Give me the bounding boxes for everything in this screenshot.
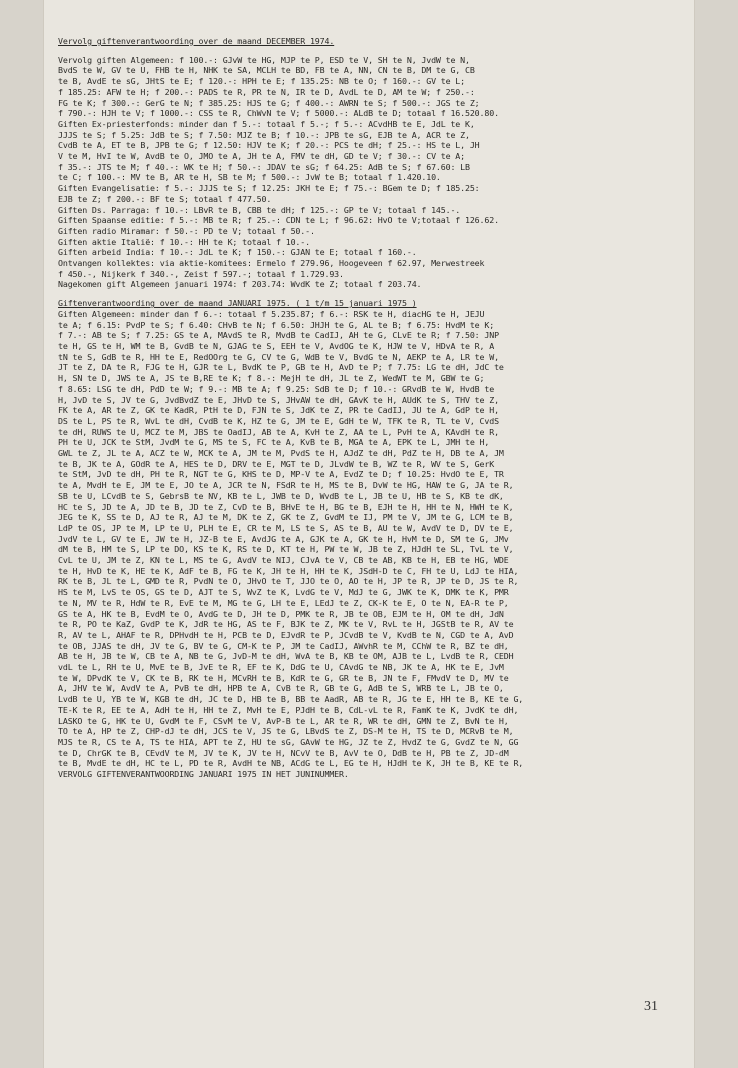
text-line: Giften Evangelisatie: f 5.-: JJJS te S; f 12.25: JKH te E; f 75.-: BGem te D; f 185.25: bbox=[58, 183, 480, 194]
text-line: f 8.65: LSG te dH, PdD te W; f 9.-: MB te A; f 9.25: SdB te D; f 10.-: GRvdB te W, HvdB te bbox=[58, 383, 495, 394]
text-line: f 185.25: AFW te H; f 200.-: PADS te R, PR te N, IR te D, AvdL te D, AM te W; f 250.-: bbox=[58, 86, 475, 97]
text-line: CvL te U, JM te Z, KN te L, MS te G, AvdV te NIJ, CJvA te V, CB te AB, KB te H, EB te HG, WDE bbox=[58, 555, 509, 566]
text-line: te H, HvD te K, HE te K, AdF te B, FG te K, JH te H, HH te K, JSdH-D te C, FH te U, LdJ te HIA, bbox=[58, 565, 519, 576]
text-line: Giften Spaanse editie: f 5.-: MB te R; f 25.-: CDN te L; f 96.62: HvO te V;totaal f 126.62. bbox=[58, 215, 499, 226]
text-line: LvdB te U, YB te W, KGB te dH, JC te D, HB te B, BB te AadR, AB te R, JG te E, HH te B, KE te G, bbox=[58, 694, 524, 705]
text-line: SB te U, LCvdB te S, GebrsB te NV, KB te L, JWB te D, WvdB te L, JB te U, HB te S, KB te dK, bbox=[58, 490, 504, 501]
text-line: Ontvangen kollektes: via aktie-komitees: Ermelo f 279.96, Hoogeveen f 62.97, Merwestreek bbox=[58, 258, 485, 269]
text-line: f 7.-: AB te S; f 7.25: GS te A, MAvdS te R, MvdB te CadIJ, AH te G, CLvE te R; f 7.50: JNP bbox=[58, 330, 499, 341]
text-line: FK te A, AR te Z, GK te KadR, PtH te D, FJN te S, JdK te Z, PR te CadIJ, JU te A, GdP te H, bbox=[58, 405, 499, 416]
text-line: RK te B, JL te L, GMD te R, PvdN te O, JHvO te T, JJO te O, AO te H, JP te R, JP te D, JS te R, bbox=[58, 576, 519, 587]
text-line: te dH, RUWS te U, MCZ te M, JBS te OadIJ, AB te A, KvH te Z, AA te L, PvH te A, KAvdH te R, bbox=[58, 426, 499, 437]
text-line: te W, DPvdK te V, CK te B, RK te H, MCvRH te B, KdR te G, GR te B, JN te F, FMvdV te D, MV te bbox=[58, 672, 509, 683]
text-line: vdL te L, RH te U, MvE te B, JvE te R, EF te K, DdG te U, CAvdG te NB, JK te A, HK te E, JvM bbox=[58, 662, 504, 673]
text-line: te D, ChrGK te B, CEvdV te M, JV te K, JV te H, NCvV te B, AvV te O, DdB te H, PB te Z, JD-dM bbox=[58, 747, 509, 758]
text-line: TE-K te R, EE te A, AdH te H, HH te Z, MvH te E, PJdH te B, CdL-vL te R, FamK te K, JvdK te dH, bbox=[58, 704, 519, 715]
text-line: te C; f 100.-: MV te B, AR te H, SB te M; f 500.-: JvW te B; totaal f 1.420.10. bbox=[58, 172, 441, 183]
text-line: FG te K; f 300.-: GerG te N; f 385.25: HJS te G; f 400.-: AWRN te S; f 500.-: JGS te Z; bbox=[58, 97, 480, 108]
text-line: PH te U, JCK te StM, JvdM te G, MS te S, FC te A, KvB te B, MGA te A, EPK te L, JMH te H, bbox=[58, 437, 490, 448]
text-line: V te M, HvI te W, AvdB te O, JMO te A, JH te A, FMV te dH, GD te V; f 30.-: CV te A; bbox=[58, 151, 465, 162]
document-text bbox=[58, 36, 683, 788]
text-line: A, JHV te W, AvdV te A, PvB te dH, HPB te A, CvB te R, GB te G, AdB te S, WRB te L, JB te O, bbox=[58, 683, 504, 694]
text-line: JEG te K, SS te D, AJ te R, AJ te M, DK te Z, GK te Z, GvdM te IJ, PM te V, JM te G, LCM te B, bbox=[58, 512, 514, 523]
text-line: te OB, JJAS te dH, JV te G, BV te G, CM-K te P, JM te CadIJ, AWvhR te M, CChW te R, BZ te dH, bbox=[58, 640, 509, 651]
text-line: Vervolg giften Algemeen: f 100.-: GJvW te HG, MJP te P, ESD te V, SH te N, JvdW te N, bbox=[58, 54, 470, 65]
text-line: LdP te OS, JP te M, LP te U, PLH te E, CR te M, LS te S, AS te B, AU te W, AvdV te D, DV te E, bbox=[58, 522, 514, 533]
text-line: te B, AvdE te sG, JHtS te E; f 120.-: HPH te E; f 135.25: NB te O; f 160.-: GV te L; bbox=[58, 76, 465, 87]
text-line: HC te S, JD te A, JD te B, JD te Z, CvD te B, BHvE te H, BG te B, EJH te H, HH te N, HWH te K, bbox=[58, 501, 514, 512]
text-line: Nagekomen gift Algemeen januari 1974: f 203.74: WvdK te Z; totaal f 203.74. bbox=[58, 279, 422, 290]
text-line: CvdB te A, ET te B, JPB te G; f 12.50: HJV te K; f 20.-: PCS te dH; f 25.-: HS te L, JH bbox=[58, 140, 480, 151]
text-line: f 35.-: JTS te M; f 40.-: WK te H; f 50.-: JDAV te sG; f 64.25: AdB te S; f 67.60: LB bbox=[58, 161, 470, 172]
text-line: AB te H, JB te W, CB te A, NB te G, JvD-M te dH, WvA te B, KB te OM, AJB te L, LvdB te R, CEDH bbox=[58, 651, 514, 662]
text-line: te A; f 6.15: PvdP te S; f 6.40: CHvB te N; f 6.50: JHJH te G, AL te B; f 6.75: HvdM te K; bbox=[58, 319, 495, 330]
text-line: te A, MvdH te E, JM te E, JO te A, JCR te N, FSdR te H, MS te B, DvW te HG, HAW te G, JA te R, bbox=[58, 480, 514, 491]
text-line: te StM, JvD te dH, PH te R, NGT te G, KHS te D, MP-V te A, EvdZ te D; f 10.25: HvdO te E, TR bbox=[58, 469, 504, 480]
section-heading-december: Vervolg giftenverantwoording over de maand DECEMBER 1974. bbox=[58, 36, 335, 46]
text-line: R, AV te L, AHAF te R, DPHvdH te H, PCB te D, EJvdR te P, JCvdB te V, KvdB te N, CGD te A, AvD bbox=[58, 629, 514, 640]
text-line: Giften radio Miramar: f 50.-: PD te V; totaal f 50.-. bbox=[58, 225, 315, 236]
text-line: Giften Ex-priesterfonds: minder dan f 5.-: totaal f 5.-; f 5.-: ACvdHB te E, JdL te K, bbox=[58, 118, 475, 129]
text-line: HS te M, LvS te OS, GS te D, AJT te S, WvZ te K, LvdG te V, MdJ te G, JWK te K, DMK te K, PMR bbox=[58, 587, 509, 598]
text-line: GWL te Z, JL te A, ACZ te W, MCK te A, JM te M, PvdS te H, AJdZ te dH, PdZ te H, DB te A, JM bbox=[58, 448, 504, 459]
text-line: dM te B, HM te S, LP te DO, KS te K, RS te D, KT te H, PW te W, JB te Z, HJdH te SL, TvL te V, bbox=[58, 544, 514, 555]
text-line: DS te L, PS te R, WvL te dH, CvdB te K, HZ te G, JM te E, GdH te W, TFK te R, TL te V, CvdS bbox=[58, 415, 499, 426]
text-line: Giften Ds. Parraga: f 10.-: LBvR te B, CBB te dH; f 125.-: GP te V; totaal f 145.-. bbox=[58, 204, 461, 215]
text-line: GS te A, HK te B, EvdM te O, AvdG te D, JH te D, PMK te R, JB te OB, EJM te H, OM te dH, JdN bbox=[58, 608, 504, 619]
text-line: Giften arbeid India: f 10.-: JdL te K; f 150.-: GJAN te E; totaal f 160.-. bbox=[58, 247, 417, 258]
text-line: f 790.-: HJH te V; f 1000.-: CSS te R, ChWvN te V; f 5000.-: ALdB te D; totaal f 16.520.80. bbox=[58, 108, 499, 119]
text-line: JvdV te L, GV te E, JW te H, JZ-B te E, AvdJG te A, GJK te A, GK te H, HvM te D, SM te G, JMv bbox=[58, 533, 509, 544]
section-heading-january: Giftenverantwoording over de maand JANUARI 1975. ( 1 t/m 15 januari 1975 ) bbox=[58, 298, 417, 309]
text-line: JT te Z, DA te R, FJG te H, GJR te L, BvdK te P, GB te H, AvD te P; f 7.75: LG te dH, JdC te bbox=[58, 362, 504, 373]
text-line: te R, PO te KaZ, GvdP te K, JdR te HG, AS te F, BJK te Z, MK te V, RvL te H, JGStB te R, AV te bbox=[58, 619, 514, 630]
text-line: EJB te Z; f 200.-: BF te S; totaal f 477.50. bbox=[58, 193, 272, 204]
text-line: Giften Algemeen: minder dan f 6.-: totaal f 5.235.87; f 6.-: RSK te H, diacHG te H, JEJU bbox=[58, 308, 485, 319]
text-line: JJJS te S; f 5.25: JdB te S; f 7.50: MJZ te B; f 10.-: JPB te sG, EJB te A, ACR te Z, bbox=[58, 129, 470, 140]
text-line: H, JvD te S, JV te G, JvdBvdZ te E, JHvD te S, JHvAW te dH, GAvK te H, AUdK te S, THV te Z, bbox=[58, 394, 499, 405]
text-line: f 450.-, Nijkerk f 340.-, Zeist f 597.-; totaal f 1.729.93. bbox=[58, 268, 344, 279]
text-line: te B, JK te A, GOdR te A, HES te D, DRV te E, MGT te D, JLvdW te B, WZ te R, WV te S, GerK bbox=[58, 458, 495, 469]
text-line: tN te S, GdB te R, HH te E, RedOOrg te G, CV te G, WdB te V, BvdG te N, AEKP te A, LR te W, bbox=[58, 351, 499, 362]
text-line: Giften aktie Italië: f 10.-: HH te K; totaal f 10.-. bbox=[58, 236, 310, 247]
text-line: TO te A, HP te Z, CHP-dJ te dH, JCS te V, JS te G, LBvdS te Z, DS-M te H, TS te D, MCRvB te M, bbox=[58, 726, 514, 737]
text-line: BvdS te W, GV te U, FHB te H, NHK te SA, MCLH te BD, FB te A, NN, CN te B, DM te G, CB bbox=[58, 65, 475, 76]
page-number: 31 bbox=[644, 999, 658, 1014]
text-line: VERVOLG GIFTENVERANTWOORDING JANUARI 1975 IN HET JUNINUMMER. bbox=[58, 769, 349, 780]
text-line: H, SN te D, JWS te A, JS te B,RE te K; f 8.-: MejH te dH, JL te Z, WedWT te M, GBW te G; bbox=[58, 373, 485, 384]
text-line: te N, MV te R, HdW te R, EvE te M, MG te G, LH te E, LEdJ te Z, CK-K te E, O te N, EA-R te P, bbox=[58, 597, 509, 608]
text-line: MJS te R, CS te A, TS te HIA, APT te Z, HU te sG, GAvW te HG, JZ te Z, HvdZ te G, GvdZ te N, GG bbox=[58, 737, 519, 747]
text-line: te H, GS te H, WM te B, GvdB te N, GJAG te S, EEH te V, AvdOG te K, HJW te V, HDvA te R, A bbox=[58, 340, 495, 351]
document-page bbox=[44, 0, 694, 1068]
text-line: te B, MvdE te dH, HC te L, PD te R, AvdH te NB, ACdG te L, EG te H, HJdH te K, JH te B, KE te R, bbox=[58, 758, 524, 769]
text-line: LASKO te G, HK te U, GvdM te F, CSvM te V, AvP-B te L, AR te R, WR te dH, GMN te Z, BvN te H, bbox=[58, 715, 509, 726]
